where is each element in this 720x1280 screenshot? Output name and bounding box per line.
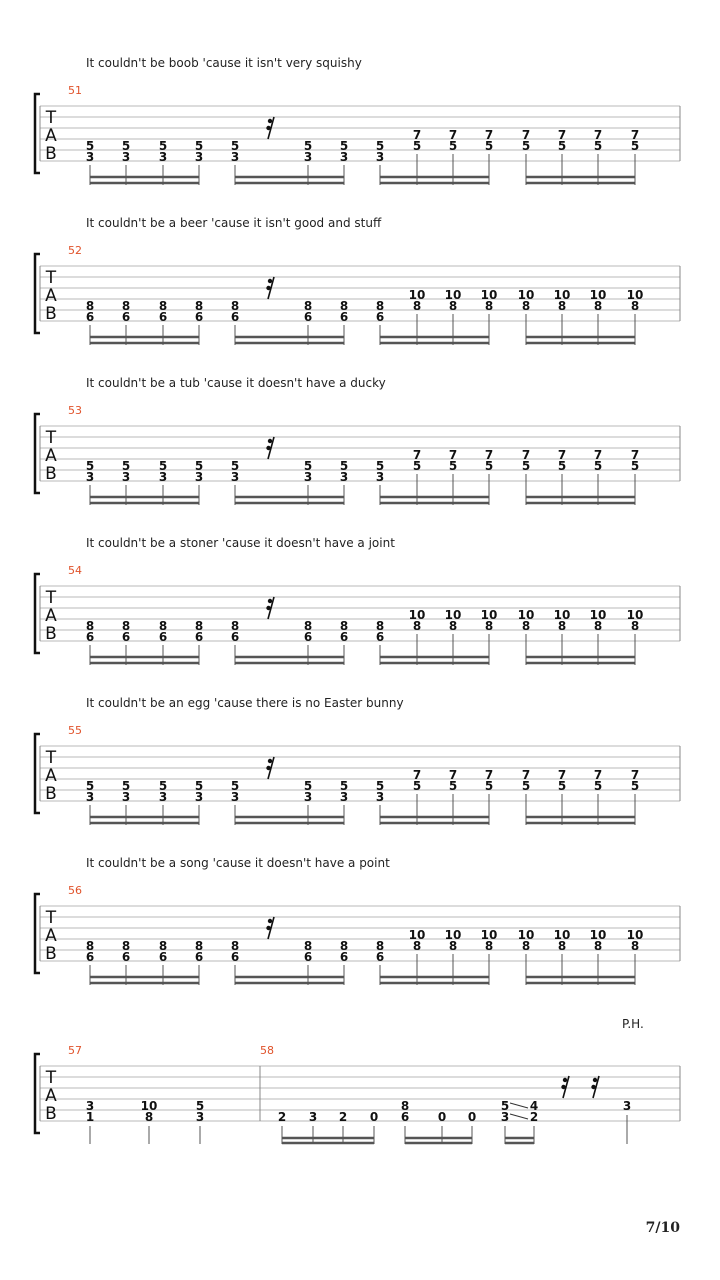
fret-number: 5: [230, 139, 240, 153]
fret-number: 10: [408, 288, 426, 302]
fret-number: 8: [158, 939, 168, 953]
fret-number: 6: [85, 630, 95, 644]
fret-number: 10: [626, 608, 644, 622]
fret-number: 6: [194, 950, 204, 964]
fret-number: 7: [521, 128, 531, 142]
fret-number: 6: [230, 950, 240, 964]
fret-number: 8: [303, 619, 313, 633]
fret-number: 10: [553, 608, 571, 622]
fret-number: 7: [521, 448, 531, 462]
fret-number: 8: [484, 619, 494, 633]
fret-number: 8: [194, 939, 204, 953]
fret-number: 10: [589, 288, 607, 302]
measure-number: 51: [68, 84, 82, 97]
fret-number: 3: [194, 470, 204, 484]
fret-number: 3: [194, 150, 204, 164]
fret-number: 5: [557, 139, 567, 153]
fret-number: 3: [375, 150, 385, 164]
system-54-tab-a: A: [45, 606, 57, 626]
fret-number: 3: [158, 150, 168, 164]
fret-number: 8: [448, 299, 458, 313]
fret-number: 6: [158, 310, 168, 324]
fret-number: 5: [121, 459, 131, 473]
fret-number: 6: [375, 630, 385, 644]
fret-number: 10: [140, 1099, 158, 1113]
sixteenth-rest-dot: [266, 126, 270, 130]
fret-number: 6: [303, 630, 313, 644]
fret-number: 8: [85, 299, 95, 313]
system-51-bracket: [35, 94, 40, 173]
fret-number: 3: [500, 1110, 510, 1124]
fret-number: 6: [303, 950, 313, 964]
fret-number: 5: [375, 139, 385, 153]
system-53-tab-b: B: [45, 464, 57, 484]
fret-number: 6: [121, 950, 131, 964]
fret-number: 8: [85, 939, 95, 953]
fret-number: 8: [400, 1099, 410, 1113]
fret-number: 8: [412, 299, 422, 313]
fret-number: 6: [85, 310, 95, 324]
system-54-tab-b: B: [45, 624, 57, 644]
sixteenth-rest-dot: [593, 1078, 597, 1082]
fret-number: 8: [121, 939, 131, 953]
fret-number: 6: [194, 310, 204, 324]
fret-number: 10: [444, 608, 462, 622]
fret-number: 5: [85, 459, 95, 473]
fret-number: 8: [339, 299, 349, 313]
system-57-bracket: [35, 1054, 40, 1133]
system-55-tab-a: A: [45, 766, 57, 786]
fret-number: 8: [484, 299, 494, 313]
lyric-line: It couldn't be a song 'cause it doesn't have a point: [86, 856, 390, 870]
fret-number: 5: [448, 139, 458, 153]
fret-number: 1: [85, 1110, 95, 1124]
fret-number: 5: [375, 779, 385, 793]
fret-number: 7: [593, 768, 603, 782]
fret-number: 10: [480, 608, 498, 622]
fret-number: 5: [500, 1099, 510, 1113]
fret-number: 3: [622, 1099, 632, 1113]
fret-number: 6: [230, 630, 240, 644]
fret-number: 10: [626, 288, 644, 302]
fret-number: 8: [630, 619, 640, 633]
fret-number: 5: [484, 459, 494, 473]
fret-number: 3: [375, 790, 385, 804]
fret-number: 7: [412, 128, 422, 142]
system-52-tab-b: B: [45, 304, 57, 324]
fret-number: 7: [448, 448, 458, 462]
fret-number: 6: [194, 630, 204, 644]
measure-number: 57: [68, 1044, 82, 1057]
fret-number: 8: [412, 619, 422, 633]
system-54-bracket: [35, 574, 40, 653]
fret-number: 6: [375, 310, 385, 324]
fret-number: 6: [303, 310, 313, 324]
slide-line: [510, 1114, 528, 1119]
fret-number: 6: [400, 1110, 410, 1124]
fret-number: 8: [448, 619, 458, 633]
fret-number: 7: [484, 448, 494, 462]
fret-number: 3: [121, 790, 131, 804]
system-51-tab-a: A: [45, 126, 57, 146]
fret-number: 8: [339, 939, 349, 953]
fret-number: 5: [521, 459, 531, 473]
system-56-bracket: [35, 894, 40, 973]
fret-number: 3: [303, 150, 313, 164]
fret-number: 5: [412, 139, 422, 153]
system-53-tab-a: A: [45, 446, 57, 466]
fret-number: 5: [230, 459, 240, 473]
fret-number: 5: [121, 139, 131, 153]
slide-line: [510, 1103, 528, 1108]
fret-number: 5: [121, 779, 131, 793]
fret-number: 8: [557, 619, 567, 633]
fret-number: 3: [158, 790, 168, 804]
fret-number: 7: [521, 768, 531, 782]
fret-number: 8: [339, 619, 349, 633]
sixteenth-rest-dot: [268, 759, 272, 763]
fret-number: 8: [230, 619, 240, 633]
fret-number: 5: [85, 139, 95, 153]
system-52-tab-a: A: [45, 286, 57, 306]
fret-number: 2: [529, 1110, 539, 1124]
fret-number: 10: [589, 928, 607, 942]
sixteenth-rest-dot: [268, 439, 272, 443]
fret-number: 3: [195, 1110, 205, 1124]
fret-number: 8: [144, 1110, 154, 1124]
fret-number: 6: [158, 630, 168, 644]
fret-number: 7: [630, 448, 640, 462]
fret-number: 5: [484, 139, 494, 153]
lyric-line: It couldn't be an egg 'cause there is no Easter bunny: [86, 696, 404, 710]
fret-number: 8: [230, 299, 240, 313]
fret-number: 5: [194, 459, 204, 473]
fret-number: 5: [195, 1099, 205, 1113]
fret-number: 10: [444, 288, 462, 302]
measure-number: 55: [68, 724, 82, 737]
fret-number: 10: [553, 928, 571, 942]
fret-number: 8: [121, 619, 131, 633]
system-57-tab-a: A: [45, 1086, 57, 1106]
fret-number: 8: [375, 619, 385, 633]
sixteenth-rest-dot: [563, 1078, 567, 1082]
fret-number: 8: [303, 939, 313, 953]
fret-number: 10: [517, 288, 535, 302]
fret-number: 8: [484, 939, 494, 953]
system-56-tab-b: B: [45, 944, 57, 964]
fret-number: 8: [303, 299, 313, 313]
fret-number: 3: [121, 470, 131, 484]
fret-number: 5: [230, 779, 240, 793]
fret-number: 7: [557, 128, 567, 142]
fret-number: 5: [448, 779, 458, 793]
system-56-tab-a: A: [45, 926, 57, 946]
lyric-line: It couldn't be a stoner 'cause it doesn't have a joint: [86, 536, 395, 550]
fret-number: 8: [375, 939, 385, 953]
fret-number: 8: [593, 299, 603, 313]
fret-number: 3: [339, 470, 349, 484]
fret-number: 6: [121, 310, 131, 324]
fret-number: 5: [85, 779, 95, 793]
system-57-tab-t: T: [45, 1068, 57, 1088]
measure-number: 58: [260, 1044, 274, 1057]
fret-number: 5: [630, 139, 640, 153]
fret-number: 8: [557, 939, 567, 953]
fret-number: 0: [467, 1110, 477, 1124]
system-55-bracket: [35, 734, 40, 813]
fret-number: 8: [230, 939, 240, 953]
fret-number: 6: [230, 310, 240, 324]
fret-number: 5: [158, 779, 168, 793]
system-53-tab-t: T: [45, 428, 57, 448]
fret-number: 3: [339, 150, 349, 164]
sixteenth-rest-dot: [266, 446, 270, 450]
sixteenth-rest-dot: [561, 1085, 565, 1089]
fret-number: 5: [593, 139, 603, 153]
fret-number: 6: [158, 950, 168, 964]
fret-number: 8: [630, 939, 640, 953]
fret-number: 5: [521, 139, 531, 153]
fret-number: 10: [517, 928, 535, 942]
fret-number: 7: [593, 128, 603, 142]
fret-number: 3: [85, 790, 95, 804]
fret-number: 3: [85, 470, 95, 484]
fret-number: 7: [448, 768, 458, 782]
fret-number: 8: [158, 299, 168, 313]
system-56-tab-t: T: [45, 908, 57, 928]
fret-number: 3: [230, 790, 240, 804]
system-54-tab-t: T: [45, 588, 57, 608]
fret-number: 8: [448, 939, 458, 953]
fret-number: 8: [521, 299, 531, 313]
fret-number: 5: [339, 139, 349, 153]
fret-number: 6: [339, 950, 349, 964]
system-51-tab-b: B: [45, 144, 57, 164]
fret-number: 5: [375, 459, 385, 473]
fret-number: 7: [557, 768, 567, 782]
sixteenth-rest-dot: [268, 919, 272, 923]
fret-number: 7: [484, 128, 494, 142]
fret-number: 6: [339, 630, 349, 644]
fret-number: 10: [444, 928, 462, 942]
fret-number: 5: [303, 459, 313, 473]
fret-number: 8: [375, 299, 385, 313]
fret-number: 3: [339, 790, 349, 804]
fret-number: 5: [158, 139, 168, 153]
fret-number: 5: [303, 779, 313, 793]
sixteenth-rest-dot: [266, 286, 270, 290]
fret-number: 8: [521, 619, 531, 633]
fret-number: 5: [339, 459, 349, 473]
fret-number: 5: [412, 779, 422, 793]
fret-number: 5: [448, 459, 458, 473]
fret-number: 6: [375, 950, 385, 964]
fret-number: 5: [630, 779, 640, 793]
fret-number: 6: [85, 950, 95, 964]
measure-number: 54: [68, 564, 82, 577]
fret-number: 5: [521, 779, 531, 793]
fret-number: 4: [529, 1099, 539, 1113]
fret-number: 7: [557, 448, 567, 462]
fret-number: 5: [630, 459, 640, 473]
measure-number: 56: [68, 884, 82, 897]
fret-number: 10: [517, 608, 535, 622]
fret-number: 5: [484, 779, 494, 793]
fret-number: 10: [626, 928, 644, 942]
fret-number: 5: [412, 459, 422, 473]
fret-number: 3: [85, 1099, 95, 1113]
fret-number: 7: [448, 128, 458, 142]
sixteenth-rest-dot: [266, 926, 270, 930]
sixteenth-rest-dot: [591, 1085, 595, 1089]
palm-harmonic-marking: P.H.: [622, 1017, 644, 1031]
fret-number: 10: [408, 928, 426, 942]
fret-number: 8: [85, 619, 95, 633]
fret-number: 3: [194, 790, 204, 804]
system-52-tab-t: T: [45, 268, 57, 288]
fret-number: 5: [194, 139, 204, 153]
fret-number: 5: [557, 459, 567, 473]
lyric-line: It couldn't be boob 'cause it isn't very squishy: [86, 56, 362, 70]
system-57-tab-b: B: [45, 1104, 57, 1124]
system-52-bracket: [35, 254, 40, 333]
fret-number: 6: [339, 310, 349, 324]
fret-number: 7: [412, 448, 422, 462]
fret-number: 8: [194, 619, 204, 633]
sixteenth-rest-dot: [266, 606, 270, 610]
sixteenth-rest-dot: [268, 599, 272, 603]
fret-number: 6: [121, 630, 131, 644]
fret-number: 5: [339, 779, 349, 793]
fret-number: 5: [158, 459, 168, 473]
sixteenth-rest-dot: [268, 119, 272, 123]
fret-number: 5: [303, 139, 313, 153]
fret-number: 8: [593, 939, 603, 953]
fret-number: 10: [408, 608, 426, 622]
fret-number: 3: [158, 470, 168, 484]
measure-number: 53: [68, 404, 82, 417]
fret-number: 5: [593, 459, 603, 473]
fret-number: 8: [557, 299, 567, 313]
fret-number: 5: [557, 779, 567, 793]
fret-number: 8: [630, 299, 640, 313]
fret-number: 3: [303, 470, 313, 484]
fret-number: 3: [121, 150, 131, 164]
system-53-bracket: [35, 414, 40, 493]
system-55-tab-b: B: [45, 784, 57, 804]
system-55-tab-t: T: [45, 748, 57, 768]
fret-number: 5: [593, 779, 603, 793]
fret-number: 10: [480, 928, 498, 942]
fret-number: 8: [593, 619, 603, 633]
fret-number: 0: [437, 1110, 447, 1124]
fret-number: 3: [230, 470, 240, 484]
fret-number: 8: [194, 299, 204, 313]
fret-number: 7: [484, 768, 494, 782]
fret-number: 7: [593, 448, 603, 462]
fret-number: 3: [85, 150, 95, 164]
sixteenth-rest-dot: [266, 766, 270, 770]
measure-number: 52: [68, 244, 82, 257]
fret-number: 7: [630, 128, 640, 142]
page-number: 7/10: [645, 1220, 680, 1236]
lyric-line: It couldn't be a tub 'cause it doesn't have a ducky: [86, 376, 386, 390]
sixteenth-rest-dot: [268, 279, 272, 283]
fret-number: 8: [158, 619, 168, 633]
fret-number: 2: [277, 1110, 287, 1124]
fret-number: 8: [521, 939, 531, 953]
fret-number: 3: [230, 150, 240, 164]
fret-number: 3: [303, 790, 313, 804]
fret-number: 2: [338, 1110, 348, 1124]
fret-number: 10: [480, 288, 498, 302]
fret-number: 8: [121, 299, 131, 313]
fret-number: 3: [375, 470, 385, 484]
system-51-tab-t: T: [45, 108, 57, 128]
fret-number: 0: [369, 1110, 379, 1124]
fret-number: 7: [630, 768, 640, 782]
fret-number: 10: [589, 608, 607, 622]
fret-number: 10: [553, 288, 571, 302]
fret-number: 7: [412, 768, 422, 782]
fret-number: 3: [308, 1110, 318, 1124]
fret-number: 8: [412, 939, 422, 953]
fret-number: 5: [194, 779, 204, 793]
lyric-line: It couldn't be a beer 'cause it isn't good and stuff: [86, 216, 382, 230]
